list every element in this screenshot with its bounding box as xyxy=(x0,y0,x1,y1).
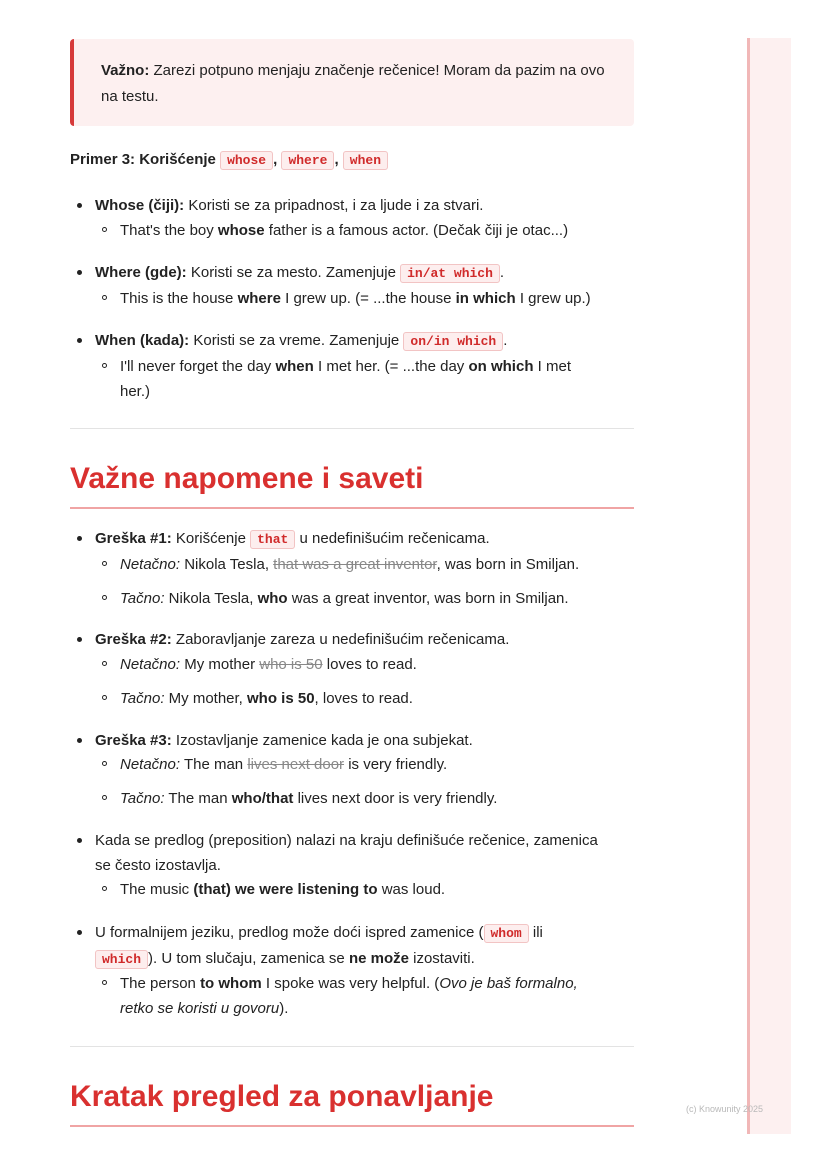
example-right-2 xyxy=(120,686,620,711)
example-text: The person xyxy=(120,975,196,992)
example-text: That's the boy xyxy=(120,222,214,239)
error-text: Korišćenje xyxy=(175,530,246,547)
example-bold: when xyxy=(275,358,314,375)
example-text: I met xyxy=(537,358,571,375)
example-text: I grew up.) xyxy=(519,290,591,307)
example-bold: on which xyxy=(468,358,534,375)
example-text: was a great inventor, was born in Smiljan. xyxy=(291,590,569,607)
example-bold: in which xyxy=(455,290,516,307)
example-text: father is a famous actor. (Dečak čiji je otac...) xyxy=(268,222,569,239)
code-in-at-which: in/at which xyxy=(400,264,500,283)
example-text: ). xyxy=(279,1000,289,1017)
example-text: , loves to read. xyxy=(314,690,413,707)
example-wrong-3 xyxy=(120,752,620,777)
term-label: When (kada): xyxy=(95,332,190,349)
list-item-error-2 xyxy=(95,627,635,652)
example-bold: (that) we were listening to xyxy=(193,881,378,898)
example-bold: who is 50 xyxy=(247,690,315,707)
example-text: Nikola Tesla, xyxy=(184,556,269,573)
right-label: Tačno: xyxy=(120,590,165,607)
error-label: Greška #1: xyxy=(95,530,172,547)
example-whose xyxy=(120,218,620,243)
example-wrong-1 xyxy=(120,552,620,577)
example-tip-1 xyxy=(120,877,620,902)
tip-text: ili xyxy=(532,924,543,941)
tip-text: se često izostavlja. xyxy=(95,857,221,874)
example-text: was loud. xyxy=(381,881,446,898)
list-item-tip-1 xyxy=(95,828,635,878)
example-3-heading xyxy=(70,151,388,168)
margin-line xyxy=(747,38,750,1134)
error-text: u nedefinišućim rečenicama. xyxy=(299,530,490,547)
margin-strip xyxy=(747,38,791,1134)
example-wrong-2 xyxy=(120,652,620,677)
error-label: Greška #2: xyxy=(95,631,172,648)
tip-text: izostaviti. xyxy=(413,950,475,967)
wrong-label: Netačno: xyxy=(120,756,181,773)
example-bold: where xyxy=(237,290,281,307)
separator: , xyxy=(273,151,278,168)
code-whose: whose xyxy=(220,151,273,170)
example-text: is very friendly. xyxy=(348,756,448,773)
example-text: loves to read. xyxy=(326,656,417,673)
error-text: Izostavljanje zamenice kada je ona subjekat. xyxy=(175,732,473,749)
example-right-3 xyxy=(120,786,620,811)
code-which: which xyxy=(95,950,148,969)
heading-underline xyxy=(70,1125,634,1127)
example-when xyxy=(120,354,620,404)
example-text: I met her. (= ...the day xyxy=(317,358,465,375)
error-text: Zaboravljanje zareza u nedefinišućim rečenicama. xyxy=(175,631,510,648)
struck-text: that was a great inventor xyxy=(273,556,437,573)
term-text: Koristi se za pripadnost, i za ljude i za stvari. xyxy=(188,197,484,214)
example-tip-2 xyxy=(120,971,620,1021)
callout-label: Važno: xyxy=(101,62,150,79)
struck-text: lives next door xyxy=(247,756,345,773)
list-item-error-1 xyxy=(95,526,635,552)
example-text: The man xyxy=(183,756,244,773)
example-text: The music xyxy=(120,881,190,898)
error-label: Greška #3: xyxy=(95,732,172,749)
list-item-when: When (kada): Koristi se za vreme. Zamenjuje on/in which . xyxy=(95,328,635,354)
divider xyxy=(70,1046,634,1047)
example-bold: whose xyxy=(217,222,265,239)
tip-text: U formalnijem jeziku, predlog može doći ispred zamenice ( xyxy=(95,924,484,941)
right-label: Tačno: xyxy=(120,690,165,707)
important-callout xyxy=(70,39,634,126)
example-right-1 xyxy=(120,586,620,611)
example-text: My mother xyxy=(184,656,256,673)
code-whom: whom xyxy=(484,924,529,943)
list-item-tip-2 xyxy=(95,920,635,972)
example-text: Nikola Tesla, xyxy=(168,590,254,607)
term-text: Koristi se za mesto. Zamenjuje xyxy=(190,264,396,281)
example-text: I'll never forget the day xyxy=(120,358,272,375)
code-that: that xyxy=(250,530,295,549)
code-when: when xyxy=(343,151,388,170)
tip-text: ). U tom slučaju, zamenica se xyxy=(148,950,345,967)
code-on-in-which: on/in which xyxy=(403,332,503,351)
example-bold: to whom xyxy=(200,975,262,992)
copyright-footer: (c) Knowunity 2025 xyxy=(686,1104,764,1114)
wrong-label: Netačno: xyxy=(120,556,181,573)
divider xyxy=(70,428,634,429)
example-bold: who xyxy=(257,590,288,607)
example-italic: Ovo je baš formalno, xyxy=(439,975,578,992)
example-text: My mother, xyxy=(168,690,243,707)
example-italic: retko se koristi u govoru xyxy=(120,1000,280,1017)
struck-text: who is 50 xyxy=(259,656,323,673)
term-text: Koristi se za vreme. Zamenjuje xyxy=(193,332,400,349)
example-text: This is the house xyxy=(120,290,234,307)
term-label: Where (gde): xyxy=(95,264,187,281)
right-label: Tačno: xyxy=(120,790,165,807)
term-label: Whose (čiji): xyxy=(95,197,185,214)
example-bold: who/that xyxy=(231,790,294,807)
callout-text: Zarezi potpuno menjaju značenje rečenice! Moram da pazim na ovo na testu. xyxy=(101,62,605,105)
list-item-where: Where (gde): Koristi se za mesto. Zamenjuje in/at which . xyxy=(95,260,635,286)
example-text: I spoke was very helpful. ( xyxy=(265,975,440,992)
heading-underline xyxy=(70,507,634,509)
tip-bold: ne može xyxy=(348,950,409,967)
example-text: , was born in Smiljan. xyxy=(436,556,580,573)
tip-text: Kada se predlog (preposition) nalazi na kraju definišuće rečenice, zamenica xyxy=(95,832,598,849)
list-item-whose xyxy=(95,193,635,218)
example-text: her.) xyxy=(120,383,151,400)
list-item-error-3 xyxy=(95,728,635,753)
section-heading-review: Kratak pregled za ponavljanje xyxy=(70,1080,494,1113)
code-where: where xyxy=(281,151,334,170)
example-3-title: Primer 3: Korišćenje xyxy=(70,151,216,168)
example-text: lives next door is very friendly. xyxy=(297,790,498,807)
example-text: The man xyxy=(168,790,228,807)
example-where xyxy=(120,286,620,311)
section-heading-tips: Važne napomene i saveti xyxy=(70,462,424,495)
separator: , xyxy=(334,151,339,168)
example-text: I grew up. (= ...the house xyxy=(285,290,452,307)
wrong-label: Netačno: xyxy=(120,656,181,673)
